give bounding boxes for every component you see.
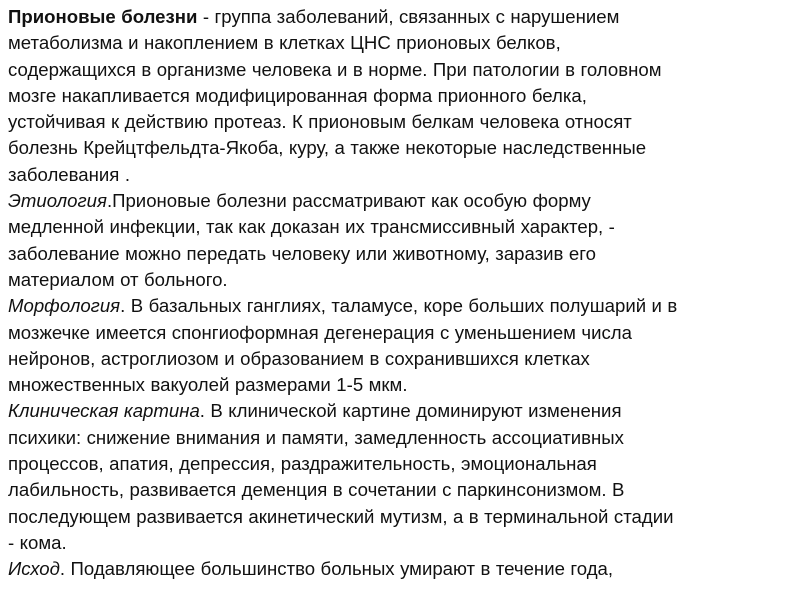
- text-line: лабильность, развивается деменция в сочетании с паркинсонизмом. В: [8, 479, 625, 501]
- text-line: Исход. Подавляющее большинство больных умирают в течение года,: [8, 558, 614, 580]
- heading-etiology: Этиология: [8, 190, 107, 212]
- text-line: Прионовые болезни - группа заболеваний, связанных с нарушением: [8, 6, 620, 27]
- text-line: нейронов, астроглиозом и образованием в сохранившихся клетках: [8, 347, 590, 369]
- bottom-crop: [0, 590, 800, 600]
- prion-diseases-text: [8, 4, 800, 600]
- text-line: Клиническая картина. В клинической картине доминируют изменения: [8, 400, 622, 422]
- text-line: мозжечке имеется спонгиоформная дегенерация с уменьшением числа: [8, 321, 632, 343]
- heading-outcome: Исход: [8, 558, 60, 580]
- heading-clinical-picture: Клиническая картина: [8, 400, 200, 422]
- text-line: Этиология.Прионовые болезни рассматривают как особую форму: [8, 190, 591, 212]
- text-line: болезнь Крейцтфельдта-Якоба, куру, а также некоторые наследственные: [8, 137, 647, 159]
- text-line: медленной инфекции, так как доказан их трансмиссивный характер, -: [8, 216, 615, 238]
- text-line: заболевание можно передать человеку или животному, заразив его: [8, 242, 596, 264]
- text-line: содержащихся в организме человека и в норме. При патологии в головном: [8, 58, 662, 80]
- text-line: процессов, апатия, депрессия, раздражительность, эмоциональная: [8, 453, 597, 475]
- text-line: психики: снижение внимания и памяти, замедленность ассоциативных: [8, 426, 624, 448]
- text-line: устойчивая к действию протеаз. К прионовым белкам человека относят: [8, 111, 632, 133]
- text-line: последующем развивается акинетический мутизм, а в терминальной стадии: [8, 505, 674, 527]
- text-line: - кома.: [8, 531, 67, 553]
- term-prion-diseases: Прионовые болезни: [8, 6, 198, 27]
- text-line: метаболизма и накоплением в клетках ЦНС прионовых белков,: [8, 32, 561, 54]
- text-line: множественных вакуолей размерами 1-5 мкм.: [8, 374, 408, 396]
- text-line: Морфология. В базальных ганглиях, таламусе, коре больших полушарий и в: [8, 295, 678, 317]
- text-line: материалом от больного.: [8, 268, 228, 290]
- heading-morphology: Морфология: [8, 295, 121, 317]
- text-line: заболевания .: [8, 163, 131, 185]
- text-line: мозге накапливается модифицированная форма прионного белка,: [8, 84, 587, 106]
